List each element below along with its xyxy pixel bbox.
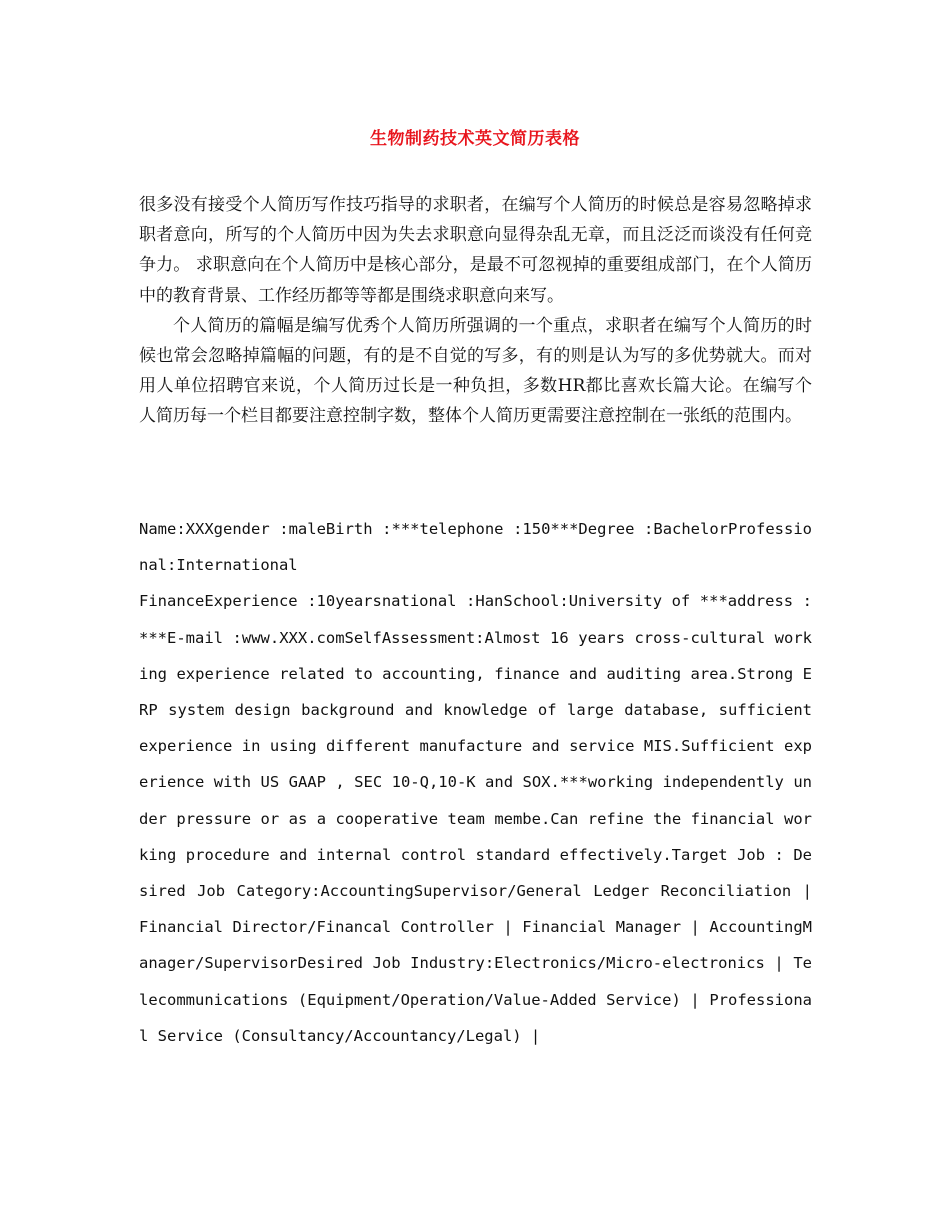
resume-details: FinanceExperience :10yearsnational :HanSchool:University of ***address :***E-mail :www.XXX.comSelfAssessment:Almost 16 years cross-cultural working experience related to accounting, finance and auditing area.Strong ERP system design background and knowledge of large database, sufficient experience in using different manufacture and service MIS.Sufficient experience with US GAAP , SEC 10-Q,10-K and SOX.***working independently under pressure or as a cooperative team membe.Can refine the financial working procedure and internal control standard effectively.Target Job : Desired Job Category:AccountingSupervisor/General Ledger Reconciliation | Financial Director/Financal Controller | Financial Manager | AccountingManager/SupervisorDesired Job Industry:Electronics/Micro-electronics | Telecommunications (Equipment/Operation/Value-Added Service) | Professional Service (Consultancy/Accountancy/Legal) | [139, 592, 812, 1045]
resume-content [139, 511, 812, 1054]
document-title: 生物制药技术英文简历表格 [370, 129, 580, 149]
intro-text [139, 190, 812, 432]
paragraph-career-objective: 很多没有接受个人简历写作技巧指导的求职者，在编写个人简历的时候总是容易忽略掉求职者意向，所写的个人简历中因为失去求职意向显得杂乱无章，而且泛泛而谈没有任何竞争力。 求职意向在个人简历中是核心部分，是最不可忽视掉的重要组成部门，在个人简历中的教育背景、工作经历都等等都是围绕求职意向来写。 [139, 195, 812, 306]
paragraph-resume-length: 个人简历的篇幅是编写优秀个人简历所强调的一个重点，求职者在编写个人简历的时候也常会忽略掉篇幅的问题，有的是不自觉的写多，有的则是认为写的多优势就大。而对用人单位招聘官来说，个人简历过长是一种负担，多数HR都比喜欢长篇大论。在编写个人简历每一个栏目都要注意控制字数，整体个人简历更需要注意控制在一张纸的范围内。 [139, 315, 812, 427]
resume-personal-info: Name:XXXgender :maleBirth :***telephone :150***Degree :BachelorProfessional:International [139, 520, 812, 575]
